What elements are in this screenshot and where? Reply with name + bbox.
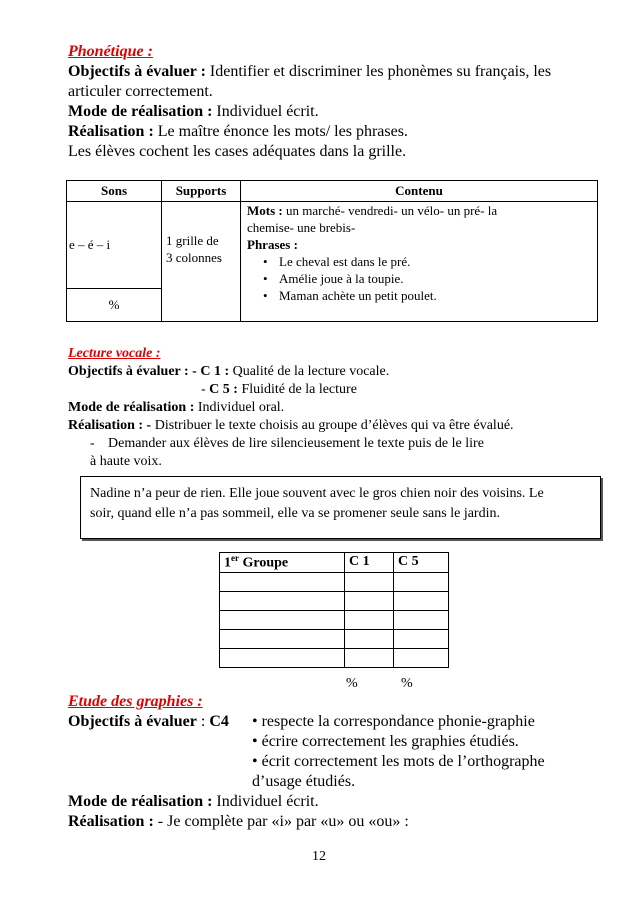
lecture-mode xyxy=(68,399,608,417)
eleves-text: Les élèves cochent les cases adéquates dans la grille. xyxy=(68,143,407,160)
lecture-heading: Lecture vocale : xyxy=(68,346,161,361)
supports-cell xyxy=(162,202,241,322)
mots-text: un marché- vendredi- un vélo- un pré- la xyxy=(282,203,498,218)
reading-passage-box xyxy=(80,476,601,539)
contenu-cell xyxy=(241,202,598,322)
objectifs-label: Objectifs à évaluer : xyxy=(68,63,206,80)
table-row xyxy=(220,591,449,610)
mots-label: Mots : xyxy=(247,203,283,218)
c5-text: Fluidité de la lecture xyxy=(237,382,357,397)
graphies-objectifs xyxy=(68,712,618,732)
table-row xyxy=(220,610,449,629)
lecture-realisation-text: Distribuer le texte choisis au groupe d’élèves qui va être évalué. xyxy=(151,418,514,433)
page-number: 12 xyxy=(312,849,326,864)
lecture-mode-label: Mode de réalisation : xyxy=(68,400,195,415)
list-item: • Amélie joue à la toupie. xyxy=(257,270,597,287)
sons-cell: e – é – i xyxy=(67,202,162,289)
graphies-realisation-label: Réalisation : xyxy=(68,813,154,830)
mots-line xyxy=(247,202,597,219)
mode-text: Individuel écrit. xyxy=(212,103,319,120)
phonetique-objectifs xyxy=(68,62,608,82)
graphies-mode-label: Mode de réalisation : xyxy=(68,793,213,810)
graphies-objectifs-label: Objectifs à évaluer xyxy=(68,713,197,730)
graphies-section xyxy=(68,692,618,832)
header-sons: Sons xyxy=(67,181,162,202)
phrases-list xyxy=(257,253,597,304)
header-groupe-rest: Groupe xyxy=(239,555,289,571)
realisation-label: Réalisation : xyxy=(68,123,154,140)
grid-pct-c5: % xyxy=(401,676,413,691)
header-supports: Supports xyxy=(162,181,241,202)
c1-label: C 1 : xyxy=(200,364,230,379)
demander-line xyxy=(68,435,608,453)
graphies-mode-text: Individuel écrit. xyxy=(212,793,319,810)
phonetique-table xyxy=(66,180,598,322)
header-groupe-sup: er xyxy=(231,553,239,563)
graphies-mode xyxy=(68,792,618,812)
lecture-section xyxy=(68,345,608,471)
header-groupe-num: 1 xyxy=(224,555,231,571)
header-groupe xyxy=(220,553,345,573)
graphies-realisation xyxy=(68,812,618,832)
c1-text: Qualité de la lecture vocale. xyxy=(229,364,390,379)
demander-text-cont: à haute voix. xyxy=(90,454,162,469)
mots-text-cont: chemise- une brebis- xyxy=(247,220,356,235)
passage-line: Nadine n’a peur de rien. Elle joue souvent avec le gros chien noir des voisins. Le xyxy=(90,486,544,501)
objectifs-text-cont: articuler correctement. xyxy=(68,83,213,100)
lecture-realisation xyxy=(68,417,608,435)
graphies-objectifs-sep: : xyxy=(196,713,210,730)
lecture-objectifs xyxy=(68,363,608,381)
phrases-label: Phrases : xyxy=(247,237,298,252)
c4-label: C4 xyxy=(209,713,229,730)
demander-prefix: - xyxy=(90,436,95,451)
table-row xyxy=(220,629,449,648)
c5-prefix: - xyxy=(201,382,210,397)
table-row xyxy=(220,648,449,667)
header-contenu: Contenu xyxy=(241,181,598,202)
objectifs-text: Identifier et discriminer les phonèmes su français, les xyxy=(205,63,552,80)
phonetique-section xyxy=(68,42,608,162)
supports-line2: 3 colonnes xyxy=(166,250,222,265)
phonetique-realisation xyxy=(68,122,608,142)
list-item: • Maman achète un petit poulet. xyxy=(257,287,597,304)
list-item: • écrire correctement les graphies étudiés. xyxy=(252,733,519,750)
supports-line1: 1 grille de xyxy=(166,233,219,248)
grid-pct-c1: % xyxy=(346,676,358,691)
lecture-c5 xyxy=(68,381,608,399)
list-item: • écrit correctement les mots de l’orthographe xyxy=(252,753,545,770)
list-item: • respecte la correspondance phonie-graphie xyxy=(252,713,535,730)
list-item: • Le cheval est dans le pré. xyxy=(257,253,597,270)
mode-label: Mode de réalisation : xyxy=(68,103,213,120)
graphies-heading: Etude des graphies : xyxy=(68,693,203,710)
graphies-realisation-text: - Je complète par «i» par «u» ou «ou» : xyxy=(153,813,409,830)
phonetique-heading: Phonétique : xyxy=(68,43,153,60)
c5-label: C 5 : xyxy=(209,382,238,397)
header-c1: C 1 xyxy=(345,553,394,573)
percent-cell: % xyxy=(67,289,162,322)
phonetique-mode xyxy=(68,102,608,122)
realisation-text: Le maître énonce les mots/ les phrases. xyxy=(153,123,408,140)
lecture-objectifs-label: Objectifs à évaluer : - xyxy=(68,364,201,379)
list-item: d’usage étudiés. xyxy=(252,773,356,790)
lecture-mode-text: Individuel oral. xyxy=(194,400,285,415)
lecture-realisation-label: Réalisation : - xyxy=(68,418,152,433)
header-c5: C 5 xyxy=(394,553,449,573)
passage-line: soir, quand elle n’a pas sommeil, elle va se promener seule sans le jardin. xyxy=(90,506,500,521)
group-grid xyxy=(219,552,449,668)
table-row xyxy=(220,572,449,591)
demander-text: Demander aux élèves de lire silencieusement le texte puis de le lire xyxy=(108,436,484,451)
